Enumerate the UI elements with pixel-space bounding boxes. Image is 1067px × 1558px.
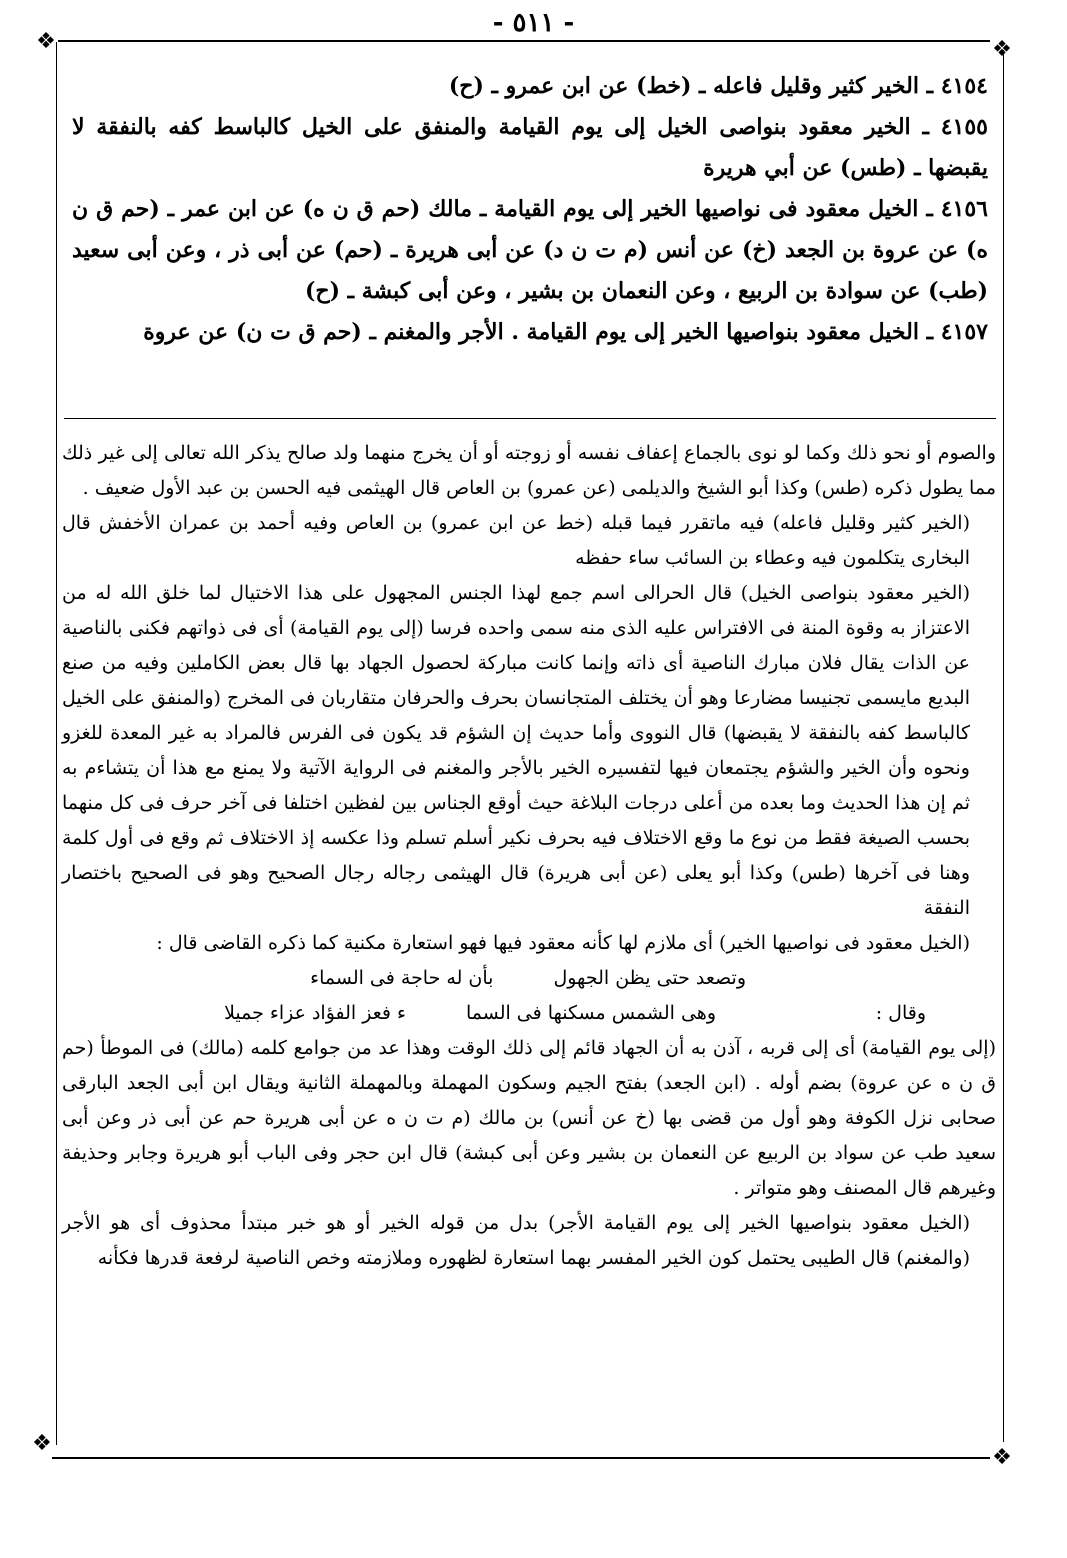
flower-ornament-icon: ❖ [32, 1431, 52, 1456]
frame-left-rule [56, 42, 57, 1445]
verse-intro: وقال : [875, 1002, 926, 1024]
flower-ornament-icon: ❖ [992, 37, 1012, 62]
hadith-entry [72, 189, 988, 312]
commentary-paragraph: (الخيل معقود فى نواصيها الخير) أى ملازم لها كأنه معقود فيها فهو استعارة مكنية كما ذكره القاضى قال : [156, 932, 970, 954]
frame-top-rule [58, 40, 990, 42]
flower-ornament-icon: ❖ [36, 29, 56, 54]
hadith-number: ٤١٥٦ [940, 196, 988, 222]
verse-line [62, 961, 996, 996]
section-divider [64, 418, 996, 419]
frame-right-rule [1003, 50, 1004, 1442]
commentary-paragraph: (إلى يوم القيامة) أى إلى قربه ، آذن به أن الجهاد قائم إلى ذلك الوقت وهذا عد من جوامع كلمه (مالك) فى الموطأ (حم ق ن ه عن عروة) بضم أوله . (ابن الجعد) بفتح الجيم وسكون المهملة وبالمهملة الثانية ويقال ابن أبى الجعد البارقى صحابى نزل الكوفة وهو أول من قضى بها (خ عن أنس) بن مالك (م ت ن ه عن أبى هريرة حم عن أبى ذر وعن أبى سعيد طب عن سواد بن الربيع عن النعمان بن بشير وعن أبى كبشة) قال ابن حجر وفى الباب أبو هريرة وجابر وحذيفة وغيرهم قال المصنف وهو متواتر . [62, 1037, 996, 1199]
verse-hemistich: وتصعد حتى يظن الجهول [553, 967, 746, 989]
hadith-number: ٤١٥٧ [940, 319, 988, 345]
hadith-entry [72, 107, 988, 189]
commentary-paragraph: (الخيل معقود بنواصيها الخير إلى يوم القيامة الأجر) بدل من قوله الخير أو هو خبر مبتدأ محذوف أى هو الأجر (والمغنم) قال الطيبى يحتمل كون الخير المفسر بهما استعارة لظهوره وملازمته وخص الناصية لرفعة قدرها فكأنه [62, 1212, 970, 1269]
hadith-entry [72, 66, 988, 107]
hadith-text: ـ الخيل معقود فى نواصيها الخير إلى يوم القيامة ـ مالك (حم ق ن ه) عن ابن عمر ـ (حم ق ن ه) عن عروة بن الجعد (خ) عن أنس (م ت ن د) عن أبى هريرة ـ (حم) عن أبى ذر ، وعن أبى سعيد (طب) عن سوادة بن الربيع ، وعن النعمان بن بشير ، وعن أبى كبشة ـ (ح) [72, 196, 988, 304]
hadith-text: ـ الخيل معقود بنواصيها الخير إلى يوم القيامة . الأجر والمغنم ـ (حم ق ت ن) عن عروة [143, 319, 934, 345]
hadith-number: ٤١٥٤ [940, 73, 988, 99]
commentary-paragraph: (الخير كثير وقليل فاعله) فيه ماتقرر فيما قبله (خط عن ابن عمرو) بن العاص وفيه أحمد بن عمران الأخفش قال البخارى يتكلمون فيه وعطاء بن السائب ساء حفظه [62, 512, 970, 569]
verse-hemistich: وهى الشمس مسكنها فى السما [465, 1002, 716, 1024]
page-number: - ٥١١ - [492, 8, 575, 38]
verse-hemistich: بأن له حاجة فى السماء [310, 967, 494, 989]
commentary-block [62, 436, 996, 1276]
verse-hemistich: ء فعز الفؤاد عزاء جميلا [224, 1002, 406, 1024]
commentary-paragraph: (الخير معقود بنواصى الخيل) قال الحرالى اسم جمع لهذا الجنس المجهول على هذا الاختيال لما خلق الله له من الاعتزاز به وقوة المنة فى الافتراس عليه الذى منه سمى واحده فرسا (إلى يوم القيامة) أى فى ذواتهم فكنى بالناصية عن الذات يقال فلان مبارك الناصية أى ذاته وإنما كانت مباركة لحصول الجهاد بها قال بعض الكاملين وفيه من صنع البديع مايسمى تجنيسا مضارعا وهو أن يختلف المتجانسان بحرف والحرفان متقاربان فى المخرج (والمنفق على الخيل كالباسط كفه بالنفقة لا يقبضها) قال النووى وأما حديث إن الشؤم قد يكون فى الفرس فالمراد به غير المعدة للغزو ونحوه وأن الخير والشؤم يجتمعان فيها لتفسيره الخير بالأجر والمغنم فى الرواية الآتية ولا يمنع مع هذا أن يتشاءم به ثم إن هذا الحديث وما بعده من أعلى درجات البلاغة حيث أوقع الجناس بين لفظين اختلفا فى آخر حرف فى كل منهما بحسب الصيغة فقط من نوع ما وقع الاختلاف فيه بحرف نكير أسلم تسلم وذا عكسه إذ الاختلاف ثم وقع فى أول كلمة وهنا فى آخرها (طس) وكذا أبو يعلى (عن أبى هريرة) قال الهيثمى رجاله رجال الصحيح وهو فى الصحيح باختصار النفقة [62, 582, 970, 919]
hadith-text: ـ الخير معقود بنواصى الخيل إلى يوم القيامة والمنفق على الخيل كالباسط كفه بالنفقة لا يقبضها ـ (طس) عن أبي هريرة [72, 114, 988, 181]
commentary-paragraph: والصوم أو نحو ذلك وكما لو نوى بالجماع إعفاف نفسه أو زوجته أو أن يخرج منهما ولد صالح يذكر الله تعالى إلى غير ذلك مما يطول ذكره (طس) وكذا أبو الشيخ والديلمى (عن عمرو) بن العاص قال الهيثمى فيه الحسن بن عبد الأول ضعيف . [62, 442, 996, 499]
frame-bottom-rule [52, 1457, 990, 1459]
hadith-text-block [72, 66, 988, 353]
verse-line [62, 996, 996, 1031]
hadith-text: ـ الخير كثير وقليل فاعله ـ (خط) عن ابن عمرو ـ (ح) [448, 73, 934, 99]
hadith-number: ٤١٥٥ [940, 114, 988, 140]
hadith-entry [72, 312, 988, 353]
flower-ornament-icon: ❖ [992, 1445, 1012, 1470]
